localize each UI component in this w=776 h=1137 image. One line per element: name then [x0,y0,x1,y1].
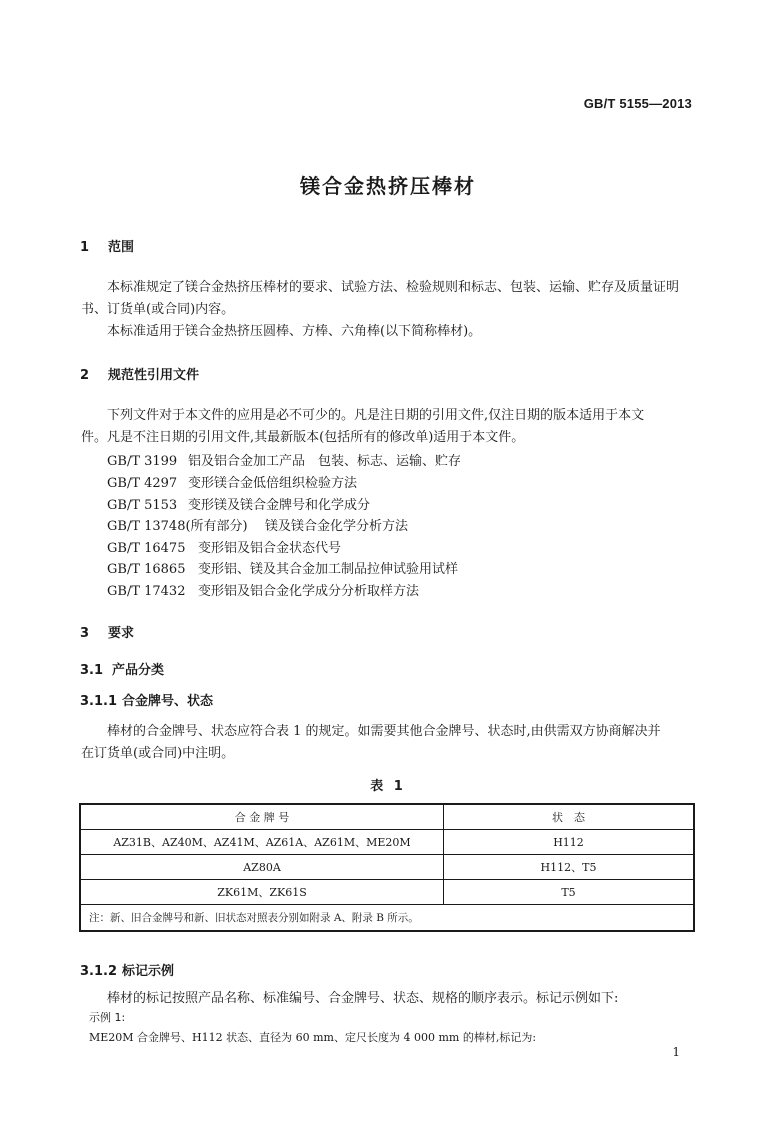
example-label: 示例 1: [89,1011,126,1024]
page-number: 1 [672,1045,680,1059]
section-number: 3.1 [80,663,104,678]
section-title: 合金牌号、状态 [122,694,214,709]
header-temper: 状 态 [444,804,695,830]
sec1-paragraph-1-line-1: 本标准规定了镁合金热挤压棒材的要求、试验方法、检验规则和标志、包装、运输、贮存及质量证明 [107,280,680,295]
reference-title: 变形镁及镁合金牌号和化学成分 [188,498,371,513]
table-note: 注：新、旧合金牌号和新、旧状态对照表分别如附录 A、附录 B 所示。 [80,905,694,932]
reference-code: GB/T 13748(所有部分) [107,519,248,534]
table-row [80,830,694,855]
table-note-row [80,905,694,932]
standard-number: GB/T 5155—2013 [583,96,692,111]
section-title: 产品分类 [112,663,165,678]
section-3-1-2-heading [80,960,174,979]
reference-item [107,450,461,469]
sec311-paragraph-line-1: 棒材的合金牌号、状态应符合表 1 的规定。如需要其他合金牌号、状态时,由供需双方协商解决并 [107,724,661,739]
cell-temper: H112 [444,830,695,855]
section-number: 3.1.1 [80,694,118,709]
section-number: 3.1.2 [80,964,118,979]
reference-code: GB/T 5153 [107,498,178,513]
reference-item [107,537,341,556]
document-title: 镁合金热挤压棒材 [300,174,476,198]
reference-title: 变形铝及铝合金状态代号 [198,541,342,556]
example-text: ME20M 合金牌号、H112 状态、直径为 60 mm、定尺长度为 4 000 mm 的棒材,标记为: [89,1031,537,1044]
cell-temper: H112、T5 [444,855,695,880]
section-2-heading [80,364,199,383]
reference-title: 铝及铝合金加工产品 包装、标志、运输、贮存 [188,454,462,469]
cell-alloy-grade: AZ80A [80,855,444,880]
reference-title: 变形铝、镁及其合金加工制品拉伸试验用试样 [198,562,459,577]
section-3-1-heading [80,659,164,678]
reference-item [107,515,408,534]
section-title: 规范性引用文件 [108,368,200,383]
sec311-paragraph-line-2: 在订货单(或合同)中注明。 [81,746,235,761]
section-number: 2 [80,368,90,383]
sec2-paragraph-line-1: 下列文件对于本文件的应用是必不可少的。凡是注日期的引用文件,仅注日期的版本适用于本文 [107,408,645,423]
section-3-heading [80,622,134,641]
table-row [80,880,694,905]
sec1-paragraph-2: 本标准适用于镁合金热挤压圆棒、方棒、六角棒(以下简称棒材)。 [107,324,482,339]
reference-code: GB/T 17432 [107,584,186,599]
sec312-paragraph: 棒材的标记按照产品名称、标准编号、合金牌号、状态、规格的顺序表示。标记示例如下: [107,991,619,1006]
table-header-row [80,804,694,830]
section-1-heading [80,236,134,255]
section-title: 范围 [108,240,135,255]
reference-item [107,472,357,491]
reference-item [107,558,458,577]
cell-temper: T5 [444,880,695,905]
table-row [80,855,694,880]
reference-code: GB/T 3199 [107,454,178,469]
section-title: 要求 [108,626,135,641]
section-3-1-1-heading [80,690,213,709]
header-alloy-grade: 合 金 牌 号 [80,804,444,830]
alloy-temper-table [79,803,695,932]
sec1-paragraph-1-line-2: 书、订货单(或合同)内容。 [81,302,235,317]
reference-code: GB/T 16865 [107,562,186,577]
cell-alloy-grade: AZ31B、AZ40M、AZ41M、AZ61A、AZ61M、ME20M [80,830,444,855]
cell-alloy-grade: ZK61M、ZK61S [80,880,444,905]
section-title: 标记示例 [122,964,175,979]
reference-title: 变形铝及铝合金化学成分分析取样方法 [198,584,420,599]
reference-code: GB/T 16475 [107,541,186,556]
table-caption: 表 1 [370,779,406,794]
reference-item [107,494,370,513]
reference-code: GB/T 4297 [107,476,178,491]
reference-title: 变形镁合金低倍组织检验方法 [188,476,358,491]
reference-item [107,580,419,599]
sec2-paragraph-line-2: 件。凡是不注日期的引用文件,其最新版本(包括所有的修改单)适用于本文件。 [81,430,525,445]
section-number: 3 [80,626,90,641]
section-number: 1 [80,240,90,255]
reference-title: 镁及镁合金化学分析方法 [265,519,409,534]
